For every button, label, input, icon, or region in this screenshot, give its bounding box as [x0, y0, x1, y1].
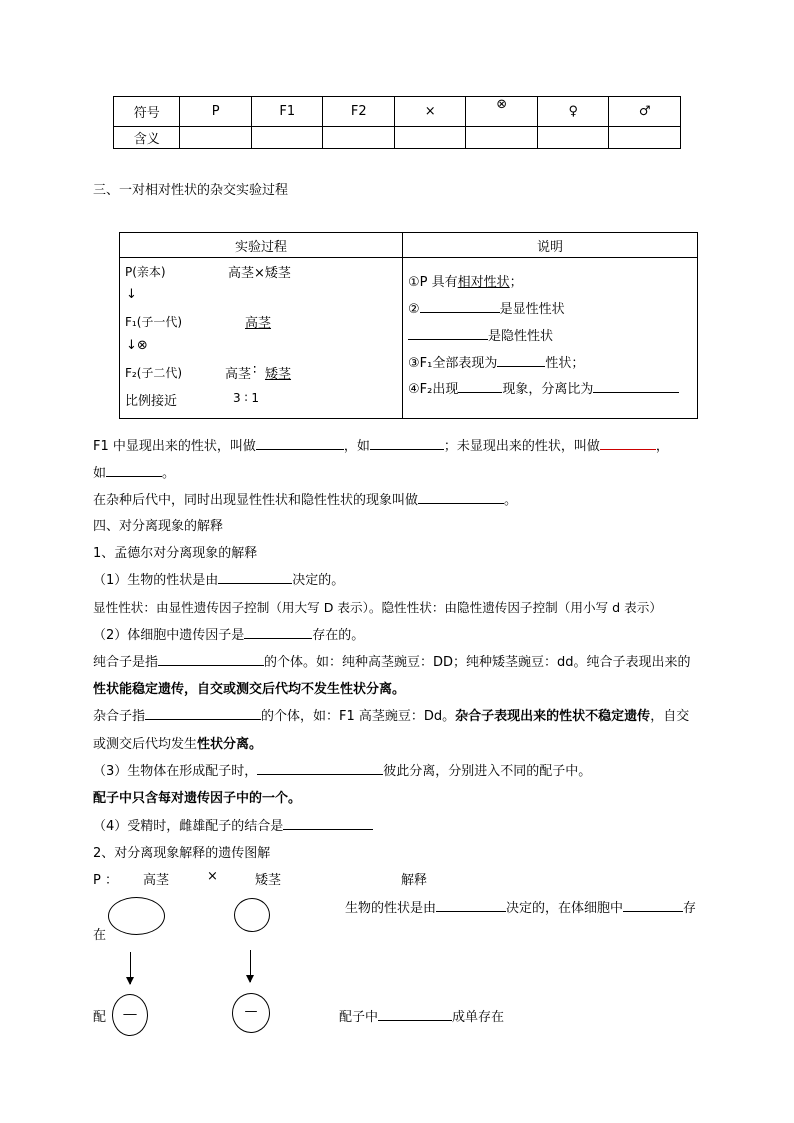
meaning-cell: [180, 127, 252, 149]
s4-line10: （4）受精时，雌雄配子的结合是: [93, 815, 373, 834]
f2-colon: ∶: [253, 363, 257, 378]
note-header: 说明: [403, 233, 698, 258]
diagram-explain-line2: 配子中 成单存在: [339, 1006, 504, 1025]
symbol-cell: ×: [394, 97, 466, 127]
arrow-down-icon: [250, 950, 251, 982]
p-cross: 高茎×矮茎: [228, 266, 291, 281]
symbol-cell: ♂: [609, 97, 681, 127]
symbol-cell: F2: [323, 97, 395, 127]
s4-line5: 性状能稳定遗传，自交或测交后代均不发生性状分离。: [93, 682, 406, 697]
f1-trait-paragraph-cont: 如 。: [93, 462, 175, 481]
note-line2: ② 是显性性状: [408, 298, 565, 317]
meaning-cell: [466, 127, 538, 149]
symbol-cell: ⊗: [466, 97, 538, 127]
symbol-cell: ♀: [537, 97, 609, 127]
meaning-cell-label: 含义: [114, 127, 180, 149]
meaning-cell: [394, 127, 466, 149]
experiment-process-cell: [120, 258, 403, 419]
short-gamete-oval: [232, 993, 270, 1033]
experiment-table: [119, 232, 698, 419]
s4-line8: （3）生物体在形成配子时， 彼此分离，分别进入不同的配子中。: [93, 760, 591, 779]
s4-line9: 配子中只含每对遗传因子中的一个。: [93, 791, 302, 806]
diagram-explain-line1: 生物的性状是由 决定的，在体细胞中 存: [345, 897, 696, 916]
diagram-short: 矮茎: [255, 873, 282, 888]
meaning-cell: [609, 127, 681, 149]
f1-trait-paragraph: F1 中显现出来的性状，叫做 ，如 ；未显现出来的性状，叫做 ，: [93, 435, 669, 454]
s4-line2: 显性性状：由显性遗传因子控制（用大写 D 表示）。隐性性状：由隐性遗传因子控制（用小写 d 表示）: [93, 600, 662, 615]
symbol-cell: F1: [251, 97, 323, 127]
diagram-tall: 高茎: [143, 873, 170, 888]
meaning-cell: [323, 127, 395, 149]
note-line5: ④F₂出现 现象，分离比为: [408, 378, 679, 397]
gamete-label: 配: [93, 1010, 107, 1025]
s4-line6: 杂合子指 的个体，如：F1 高茎豌豆：Dd。杂合子表现出来的性状不稳定遗传，自交: [93, 705, 689, 724]
self-cross-arrow-icon: ↓⊗: [126, 338, 148, 353]
diagram-cross: ×: [207, 869, 218, 884]
experiment-header: 实验过程: [120, 233, 403, 258]
arrow-down-icon: ↓: [126, 287, 137, 302]
note-line3: 是隐性性状: [408, 325, 553, 344]
section4-sub2: 2、对分离现象解释的遗传图解: [93, 846, 271, 861]
meaning-cell: [251, 127, 323, 149]
symbol-table: [113, 96, 681, 149]
note-cell: [403, 258, 698, 419]
diagram-p-label: P ：: [93, 873, 118, 888]
diagram-explain-heading: 解释: [401, 873, 428, 888]
diagram-explain-line1-cont: 在: [93, 928, 107, 943]
f2-label: F₂(子二代): [125, 366, 183, 380]
section4-title: 四、对分离现象的解释: [93, 519, 224, 534]
note-line4: ③F₁全部表现为 性状；: [408, 352, 584, 371]
arrow-down-icon: [130, 952, 131, 984]
ratio-value: 3 ∶ 1: [233, 391, 260, 405]
s4-line4: 纯合子是指 的个体。如：纯种高茎豌豆：DD；纯种矮茎豌豆：dd。纯合子表现出来的: [93, 651, 691, 670]
meaning-cell: [537, 127, 609, 149]
f2-tall: 高茎: [225, 367, 252, 382]
tall-gamete-oval: [112, 994, 148, 1036]
section3-title: 三、一对相对性状的杂交实验过程: [93, 183, 289, 198]
short-genotype-oval: [234, 898, 270, 932]
segregation-definition: 在杂种后代中，同时出现显性性状和隐性性状的现象叫做 。: [93, 489, 517, 508]
tall-gamete-value: __: [123, 1001, 137, 1016]
f2-short: 矮茎: [265, 367, 292, 382]
p-label: P(亲本): [125, 265, 166, 279]
short-gamete-value: —: [244, 1004, 258, 1019]
ratio-label: 比例接近: [125, 394, 178, 409]
f1-label: F₁(子一代): [125, 315, 183, 329]
s4-line7: 或测交后代均发生性状分离。: [93, 737, 263, 752]
symbol-cell-label: 符号: [114, 97, 180, 127]
tall-genotype-oval: [108, 897, 165, 935]
s4-line3: （2）体细胞中遗传因子是 存在的。: [93, 624, 364, 643]
note-line1: ①P 具有相对性状；: [408, 275, 523, 290]
f1-value: 高茎: [245, 316, 272, 331]
symbol-cell: P: [180, 97, 252, 127]
s4-line1: （1）生物的性状是由 决定的。: [93, 569, 344, 588]
section4-sub1: 1、孟德尔对分离现象的解释: [93, 546, 258, 561]
